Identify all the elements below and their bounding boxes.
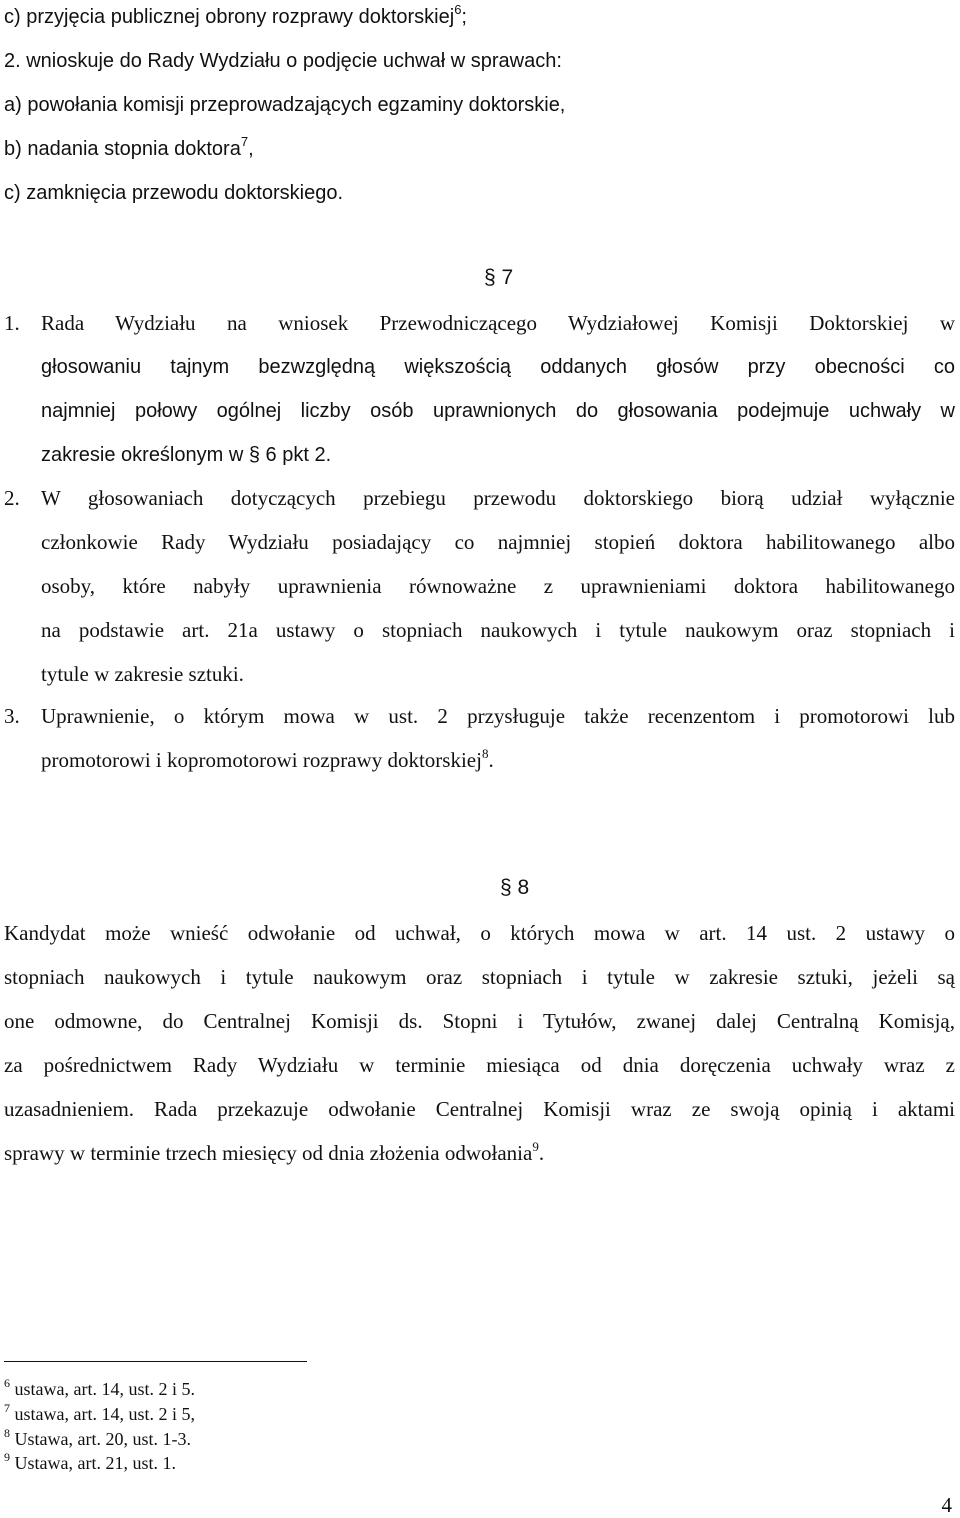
- paragraph-line: osoby, które nabyły uprawnienia równoważne z uprawnieniami doktora habilitowanego: [41, 574, 955, 598]
- paragraph-line: uzasadnieniem. Rada przekazuje odwołanie Centralnej Komisji wraz ze swoją opinią i aktami: [4, 1097, 955, 1121]
- page-number: 4: [941, 1493, 952, 1517]
- paragraph-line: stopniach naukowych i tytule naukowym oraz stopniach i tytule w zakresie sztuki, jeżeli są: [4, 965, 955, 989]
- paragraph-line: tytule w zakresie sztuki.: [41, 662, 244, 686]
- footnote-8: $^8$ Ustawa, art. 20, ust. 1-3.: [4, 1426, 191, 1449]
- paragraph-line: sprawy w terminie trzech miesięcy od dnia złożenia odwołania$^9$.: [4, 1139, 545, 1165]
- list-item-a-komisje: a) powołania komisji przeprowadzających egzaminy doktorskie,: [4, 94, 566, 116]
- footnote-6: $^6$ ustawa, art. 14, ust. 2 i 5.: [4, 1376, 195, 1399]
- footnote-ref-6[interactable]: 6: [454, 2, 462, 18]
- list-item-c-obrona: c) przyjęcia publicznej obrony rozprawy doktorskiej$^6$;: [4, 2, 467, 28]
- paragraph-7-1-number: 1.: [4, 311, 20, 335]
- paragraph-line: one odmowne, do Centralnej Komisji ds. Stopni i Tytułów, zwanej dalej Centralną Komisją,: [4, 1009, 955, 1033]
- paragraph-line: Rada Wydziału na wniosek Przewodniczącego Wydziałowej Komisji Doktorskiej w: [41, 311, 955, 335]
- paragraph-line: promotorowi i kopromotorowi rozprawy doktorskiej$^8$.: [41, 746, 494, 772]
- paragraph-line: na podstawie art. 21a ustawy o stopniach naukowych i tytule naukowym oraz stopniach i: [41, 618, 955, 642]
- footnote-ref-8[interactable]: 8: [481, 746, 489, 761]
- paragraph-line: zakresie określonym w § 6 pkt 2.: [41, 444, 332, 466]
- paragraph-line: głosowaniu tajnym bezwzględną większością oddanych głosów przy obecności co: [41, 356, 955, 378]
- paragraph-line: Uprawnienie, o którym mowa w ust. 2 przysługuje także recenzentom i promotorowi lub: [41, 704, 955, 728]
- footnote-9: $^9$ Ustawa, art. 21, ust. 1.: [4, 1450, 176, 1473]
- paragraph-7-2-number: 2.: [4, 486, 20, 510]
- section-sign: §: [484, 266, 496, 289]
- paragraph-7-1: [41, 310, 955, 486]
- paragraph-8: [4, 920, 955, 1184]
- list-item-b-stopien: b) nadania stopnia doktora$^7$,: [4, 134, 254, 160]
- footnote-ref-9[interactable]: 9: [532, 1139, 539, 1154]
- section-7-heading: § 7: [484, 266, 514, 289]
- footnote-ref-7[interactable]: 7: [240, 134, 249, 150]
- paragraph-line: za pośrednictwem Rady Wydziału w terminie miesiąca od dnia doręczenia uchwały wraz z: [4, 1053, 955, 1077]
- section-sign: §: [500, 876, 512, 899]
- paragraph-7-3-number: 3.: [4, 704, 20, 728]
- footnote-separator: [4, 1361, 307, 1362]
- paragraph-7-3: [41, 703, 955, 791]
- paragraph-line: członkowie Rady Wydziału posiadający co najmniej stopień doktora habilitowanego albo: [41, 530, 955, 554]
- paragraph-line: najmniej połowy ogólnej liczby osób uprawnionych do głosowania podejmuje uchwały w: [41, 400, 955, 422]
- list-item-c-zamkniecie: c) zamknięcia przewodu doktorskiego.: [4, 182, 344, 204]
- paragraph-7-2: [41, 485, 955, 705]
- section-8-heading: § 8: [500, 876, 530, 899]
- footnote-7: $^7$ ustawa, art. 14, ust. 2 i 5,: [4, 1401, 195, 1424]
- list-item-2-wnioskuje: 2. wnioskuje do Rady Wydziału o podjęcie uchwał w sprawach:: [4, 50, 562, 72]
- paragraph-line: W głosowaniach dotyczących przebiegu przewodu doktorskiego biorą udział wyłącznie: [41, 486, 955, 510]
- paragraph-line: Kandydat może wnieść odwołanie od uchwał, o których mowa w art. 14 ust. 2 ustawy o: [4, 921, 955, 945]
